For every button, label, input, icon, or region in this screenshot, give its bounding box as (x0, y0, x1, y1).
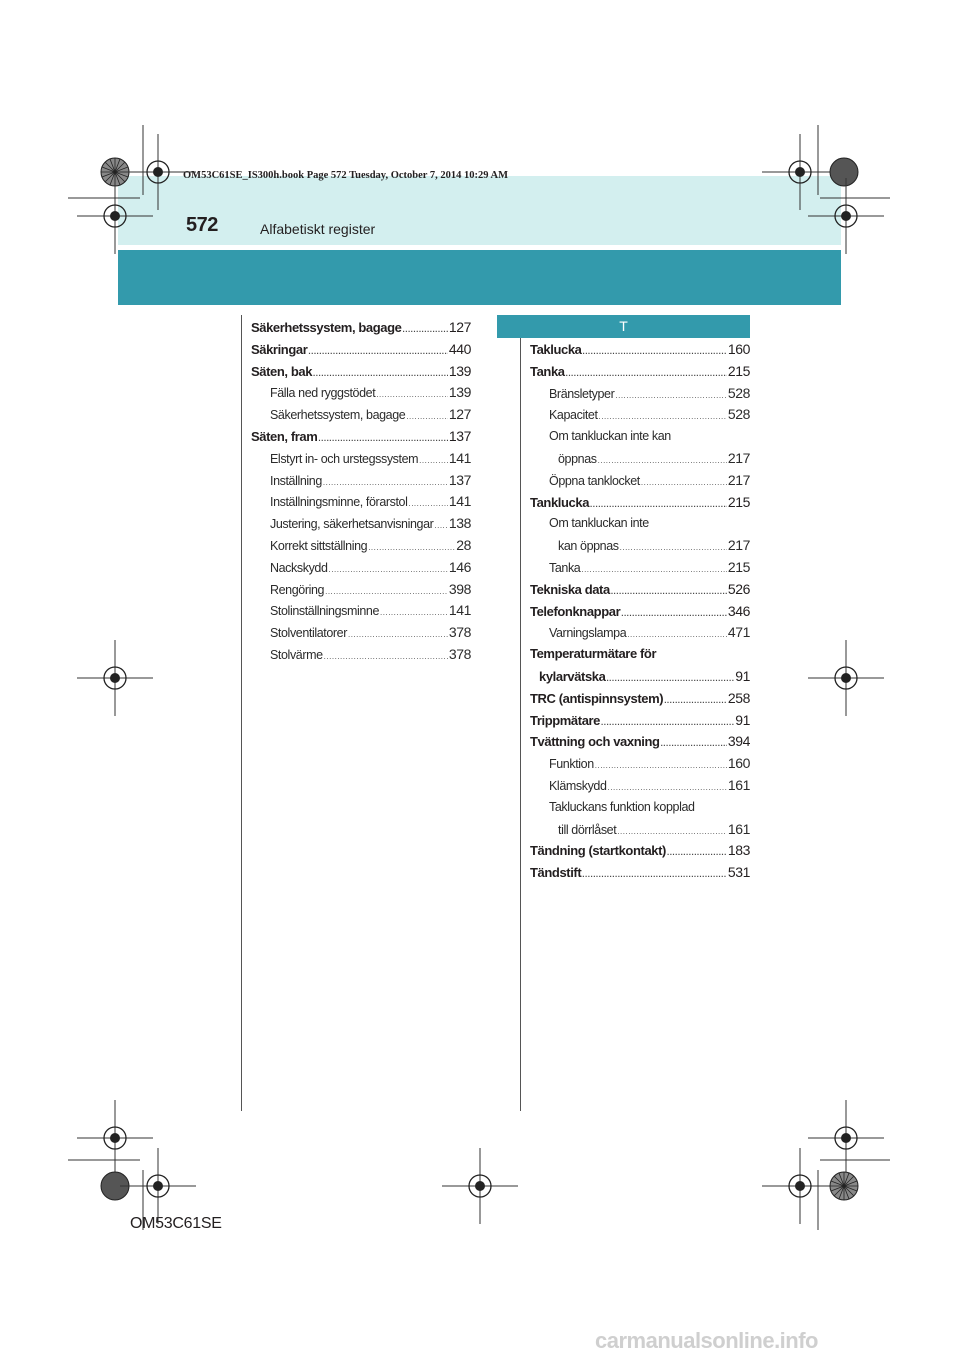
index-entry-page[interactable]: 215 (727, 559, 750, 575)
index-entry-label: Tanka (530, 363, 565, 379)
index-entry-page[interactable]: 141 (448, 449, 471, 466)
index-entry-page[interactable]: 138 (448, 515, 471, 532)
index-entry-label: Funktion (549, 757, 594, 772)
index-entry-page[interactable]: 215 (727, 493, 750, 510)
index-entry-label: Taklucka (530, 342, 582, 357)
index-entry-label: till dörrlåset (558, 822, 617, 837)
index-entry-page[interactable]: 215 (727, 362, 750, 379)
index-entry-label: Fälla ned ryggstödet (270, 386, 376, 401)
index-entry-page[interactable]: 217 (727, 450, 750, 466)
index-letter-bar: T (497, 315, 750, 338)
index-entry-label: Om tankluckan inte kan (549, 429, 671, 444)
index-entry-page[interactable]: 378 (448, 646, 471, 662)
index-entry-page[interactable]: 91 (735, 711, 750, 728)
index-entry-label: Klämskydd (549, 779, 607, 793)
index-entry-label: Stolinställningsminne (270, 604, 380, 619)
index-entry-page[interactable]: 137 (448, 471, 471, 488)
index-entry-label: Bränsletyper (549, 386, 615, 401)
index-entry-page[interactable]: 378 (448, 624, 471, 641)
index-entry-label: Nackskydd (270, 560, 328, 575)
index-entry-page[interactable]: 28 (456, 537, 471, 553)
index-entry-label: Rengöring (270, 582, 325, 597)
index-entry-label: Inställningsminne, förarstol (270, 495, 408, 510)
crop-mark-icon (68, 125, 890, 1230)
index-entry-label: Inställning (270, 473, 322, 488)
index-entry-label: TRC (antispinnsystem) (530, 690, 664, 706)
index-entry-page[interactable]: 161 (727, 777, 750, 793)
index-entry-page[interactable]: 141 (448, 493, 471, 510)
index-entry-label: Om tankluckan inte (549, 516, 649, 531)
index-entry-page[interactable]: 258 (727, 689, 750, 706)
index-entry-label: Takluckans funktion kopplad (549, 799, 695, 814)
index-entry-label: Temperaturmätare för (530, 646, 657, 662)
index-entry-label: Stolventilatorer (270, 626, 347, 641)
index-entry-label: Säten, fram (251, 429, 318, 444)
index-entry-label: Korrekt sittställning (270, 539, 368, 553)
index-entry-page[interactable]: 471 (727, 624, 750, 641)
index-entry-page[interactable]: 528 (727, 384, 750, 401)
index-entry-page[interactable]: 141 (448, 602, 471, 619)
index-entry-page[interactable]: 160 (727, 755, 750, 772)
index-entry-label: Elstyrt in- och urstegssystem (270, 451, 419, 466)
index-entry-page[interactable]: 394 (727, 733, 750, 750)
index-entry-page[interactable]: 440 (448, 340, 471, 357)
index-entry-label: öppnas (558, 452, 597, 466)
index-entry-label: Tvättning och vaxning (530, 734, 660, 750)
index-entry-label: Tekniska data (530, 581, 610, 597)
index-entry-page[interactable]: 531 (727, 864, 750, 881)
index-entry-page[interactable]: 217 (727, 537, 750, 554)
section-title: Alfabetiskt register (260, 221, 376, 237)
index-entry-label: Kapacitet (549, 408, 598, 423)
index-entry-page[interactable]: 137 (448, 428, 471, 444)
index-entry-label: Justering, säkerhetsanvisningar (270, 517, 434, 532)
index-entry-page[interactable]: 139 (448, 384, 471, 401)
page-number: 572 (186, 214, 218, 236)
index-entry-page[interactable]: 91 (735, 668, 750, 684)
index-entry-page[interactable]: 217 (727, 471, 750, 488)
index-entry-page[interactable]: 160 (727, 341, 750, 357)
index-entry-label: Varningslampa (549, 626, 627, 641)
index-entry-label: Tanka (549, 561, 581, 575)
index-entry-page[interactable]: 398 (448, 580, 471, 597)
index-entry-label: Öppna tanklocket (549, 473, 640, 488)
index-entry-label: Trippmätare (530, 712, 601, 728)
index-entry-label: Telefonknappar (530, 603, 621, 619)
watermark: carmanualsonline.info (595, 1328, 818, 1353)
index-entry-page[interactable]: 183 (727, 842, 750, 859)
index-entry-page[interactable]: 146 (448, 558, 471, 575)
index-entry-page[interactable]: 526 (727, 580, 750, 597)
index-entry-label: Säkringar (251, 341, 308, 357)
index-entry-label: Säkerhetssystem, bagage (251, 320, 402, 335)
index-entry-label: kylarvätska (539, 669, 606, 684)
index-entry-label: Tändning (startkontakt) (530, 843, 666, 859)
index-entry-page[interactable]: 127 (448, 319, 471, 335)
index-entry-label: Tanklucka (530, 494, 590, 510)
index-entry-page[interactable]: 346 (727, 602, 750, 619)
footer-code: OM53C61SE (130, 1215, 222, 1232)
index-entry-page[interactable]: 127 (448, 406, 471, 423)
index-entry-page[interactable]: 161 (727, 820, 750, 837)
index-entry-label: Tändstift (530, 865, 582, 881)
index-entry-label: Säkerhetssystem, bagage (270, 408, 406, 423)
index-entry-label: Stolvärme (270, 648, 323, 662)
index-entry-label: kan öppnas (558, 539, 619, 554)
book-meta-line: OM53C61SE_IS300h.book Page 572 Tuesday, October 7, 2014 10:29 AM (183, 170, 509, 181)
index-entry-page[interactable]: 139 (448, 362, 471, 379)
index-entry-page[interactable]: 528 (727, 406, 750, 423)
index-entry-label: Säten, bak (251, 363, 313, 379)
